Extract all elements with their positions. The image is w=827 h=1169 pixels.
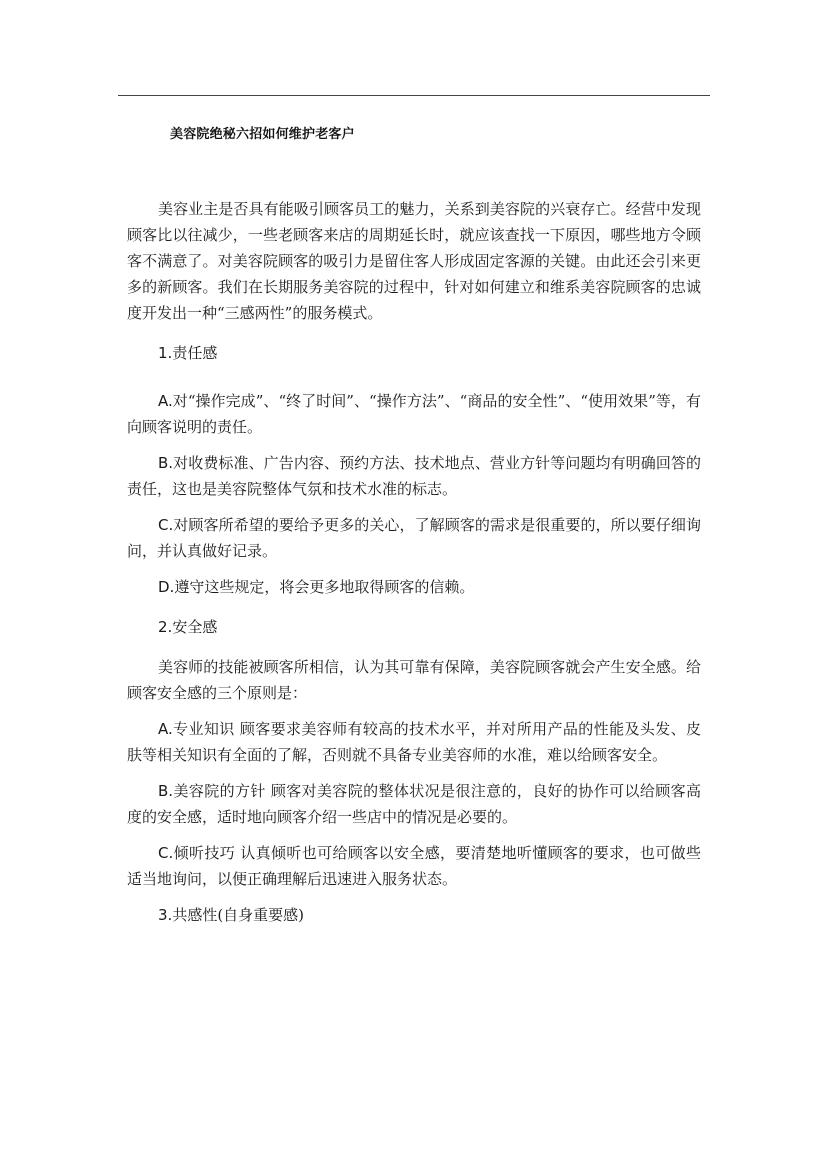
item-text: 遵守这些规定，将会更多地取得顾客的信赖。 (174, 578, 475, 596)
intro-paragraph: 美容业主是否具有能吸引顾客员工的魅力，关系到美容院的兴衰存亡。经营中发现顾客比以往减少，一些老顾客来店的周期延长时，就应该查找一下原因，哪些地方令顾客不满意了。对美容院顾客的吸引力是留住客人形成固定客源的关键。由此还会引来更多的新顾客。我们在长期服务美容院的过程中，针对如何建立和维系美容院顾客的忠诚度开发出一种“三感两性”的服务模式。 (127, 200, 701, 322)
item-text: 专业知识 顾客要求美容师有较高的技术水平，并对所用产品的性能及头发、皮肤等相关知识有全面的了解，否则就不具备专业美容师的水准，难以给顾客安全。 (127, 720, 701, 764)
item-text: 倾听技巧 认真倾听也可给顾客以安全感，要清楚地听懂顾客的要求，也可做些适当地询问，以便正确理解后迅速进入服务状态。 (127, 844, 701, 888)
section-heading (127, 340, 701, 366)
list-item (127, 716, 701, 768)
item-marker: D. (158, 578, 175, 596)
header-rule (118, 95, 710, 96)
list-item (127, 574, 701, 600)
list-item (127, 778, 701, 830)
item-marker: C. (158, 516, 174, 534)
section-number: 3. (158, 906, 173, 924)
item-marker: B. (158, 782, 174, 800)
section-number: 2. (158, 618, 173, 636)
section-heading (127, 614, 701, 640)
section-lead-paragraph: 美容师的技能被顾客所相信，认为其可靠有保障，美容院顾客就会产生安全感。给顾客安全感的三个原则是： (127, 658, 701, 702)
item-text: 对“操作完成”、“终了时间”、“操作方法”、“商品的安全性”、“使用效果”等，有向顾客说明的责任。 (127, 392, 701, 436)
section-title: 安全感 (172, 618, 218, 636)
item-marker: C. (158, 844, 174, 862)
section-title: 责任感 (172, 344, 218, 362)
section-number: 1. (158, 344, 173, 362)
item-marker: B. (158, 454, 174, 472)
item-text: 美容院的方针 顾客对美容院的整体状况是很注意的，良好的协作可以给顾客高度的安全感，适时地向顾客介绍一些店中的情况是必要的。 (127, 782, 701, 826)
item-marker: A. (158, 392, 173, 410)
list-item (127, 512, 701, 564)
item-text: 对顾客所希望的要给予更多的关心，了解顾客的需求是很重要的，所以要仔细询问，并认真做好记录。 (127, 516, 701, 560)
list-item (127, 388, 701, 440)
item-text: 对收费标准、广告内容、预约方法、技术地点、营业方针等问题均有明确回答的责任，这也是美容院整体气氛和技术水准的标志。 (127, 454, 701, 498)
list-item (127, 840, 701, 892)
list-item (127, 450, 701, 502)
document-title: 美容院绝秘六招如何维护老客户 (170, 127, 355, 142)
item-marker: A. (158, 720, 173, 738)
section-title: 共感性(自身重要感) (172, 906, 305, 924)
section-heading (127, 902, 701, 928)
document-body (127, 196, 701, 928)
